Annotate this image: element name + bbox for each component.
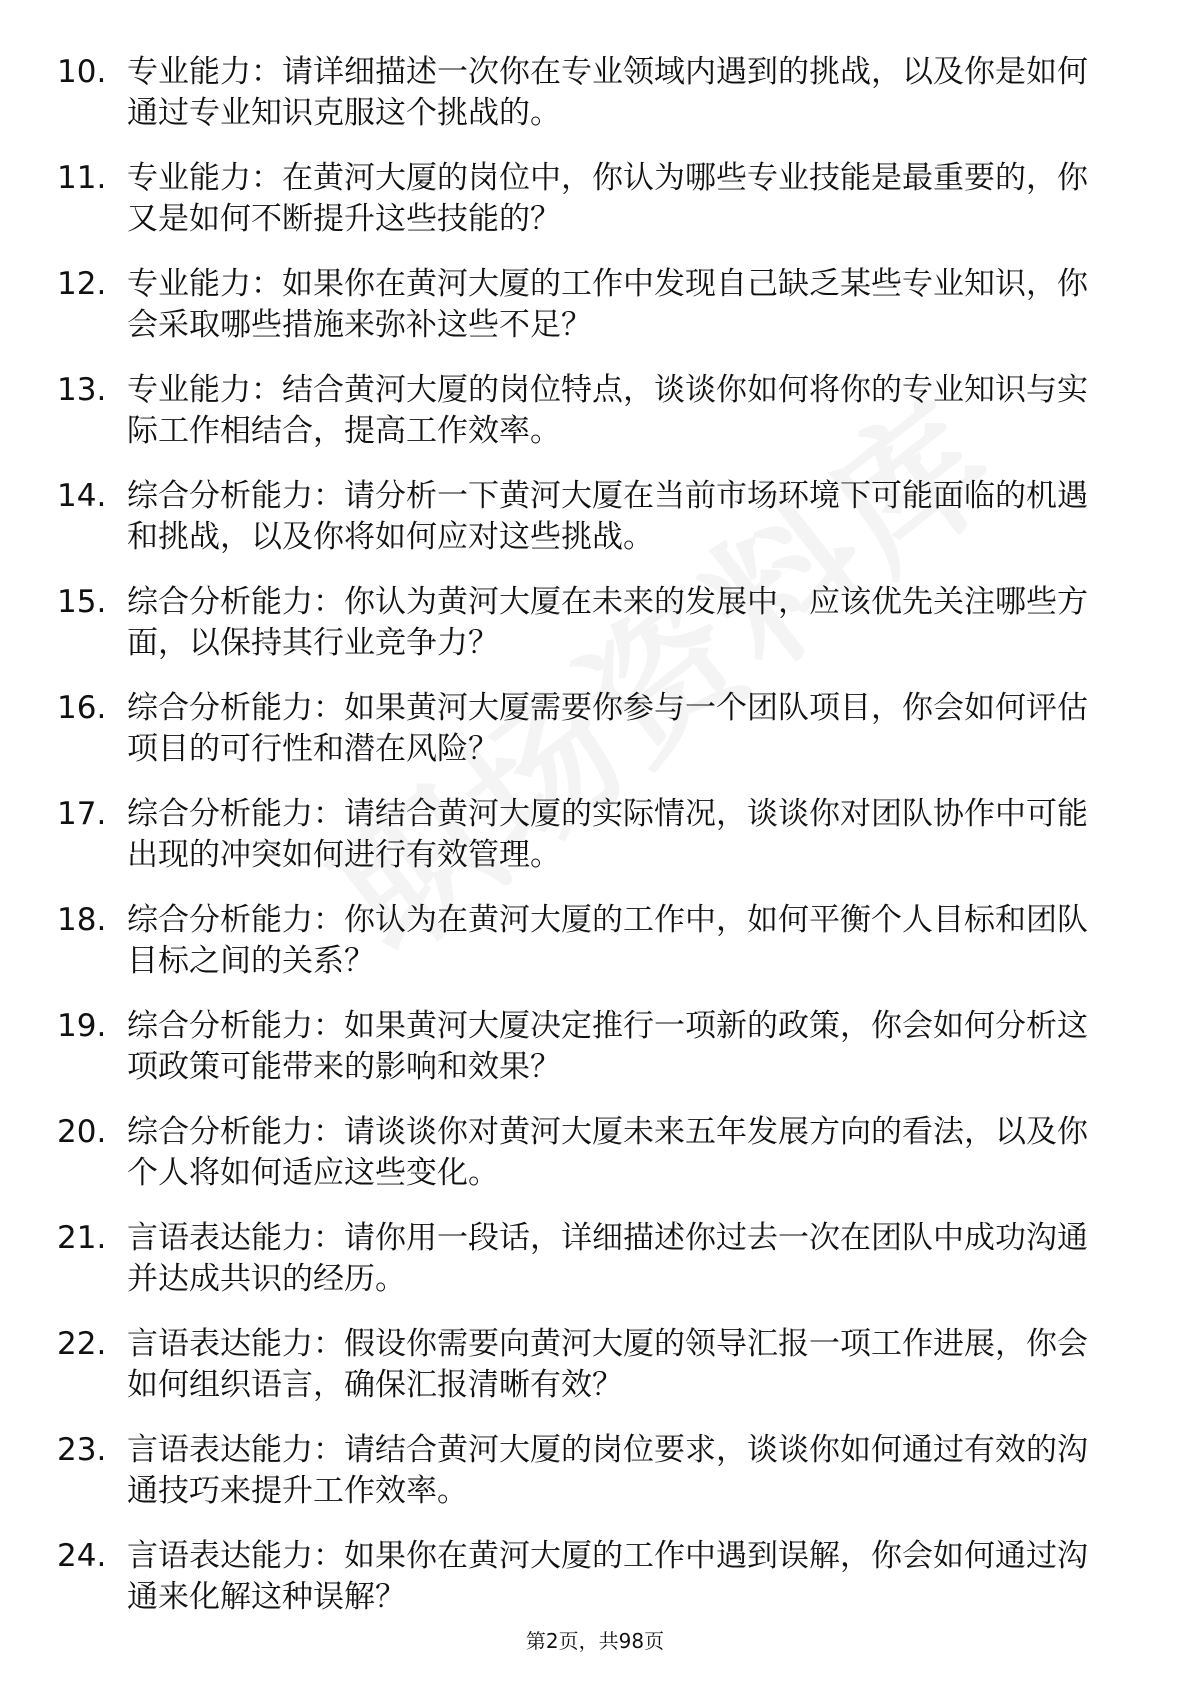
list-item [0,900,1190,1006]
list-item [0,688,1190,794]
question-text: 专业能力：请详细描述一次你在专业领域内遇到的挑战，以及你是如何通过专业知识克服这个挑战的。 [127,54,1088,131]
question-number: 11. [57,160,107,196]
list-item [0,264,1190,370]
list-item [0,1324,1190,1430]
question-text: 综合分析能力：如果黄河大厦决定推行一项新的政策，你会如何分析这项政策可能带来的影响和效果？ [127,1008,1088,1085]
question-text: 专业能力：结合黄河大厦的岗位特点，谈谈你如何将你的专业知识与实际工作相结合，提高工作效率。 [127,372,1088,449]
question-text: 综合分析能力：请分析一下黄河大厦在当前市场环境下可能面临的机遇和挑战，以及你将如何应对这些挑战。 [127,478,1088,555]
list-item [0,1006,1190,1112]
list-item [0,370,1190,476]
question-number: 22. [57,1326,107,1362]
list-item [0,582,1190,688]
question-text: 综合分析能力：你认为黄河大厦在未来的发展中，应该优先关注哪些方面，以保持其行业竞争力？ [127,584,1088,661]
question-number: 12. [57,266,107,302]
question-number: 23. [57,1432,107,1468]
question-number: 19. [57,1008,107,1044]
question-text: 言语表达能力：请结合黄河大厦的岗位要求，谈谈你如何通过有效的沟通技巧来提升工作效率。 [127,1432,1088,1509]
question-number: 17. [57,796,107,832]
question-number: 16. [57,690,107,726]
list-item [0,1112,1190,1218]
question-text: 综合分析能力：如果黄河大厦需要你参与一个团队项目，你会如何评估项目的可行性和潜在风险？ [127,690,1088,767]
question-number: 24. [57,1538,107,1574]
question-text: 综合分析能力：你认为在黄河大厦的工作中，如何平衡个人目标和团队目标之间的关系？ [127,902,1088,979]
question-number: 20. [57,1114,107,1150]
question-number: 18. [57,902,107,938]
question-text: 综合分析能力：请谈谈你对黄河大厦未来五年发展方向的看法，以及你个人将如何适应这些变化。 [127,1114,1088,1191]
question-number: 10. [57,54,107,90]
question-text: 言语表达能力：如果你在黄河大厦的工作中遇到误解，你会如何通过沟通来化解这种误解？ [127,1538,1088,1615]
question-list [0,52,1190,1642]
page-footer: 第2页，共98页 [525,1629,665,1653]
question-text: 综合分析能力：请结合黄河大厦的实际情况，谈谈你对团队协作中可能出现的冲突如何进行有效管理。 [127,796,1088,873]
list-item [0,1218,1190,1324]
list-item [0,1430,1190,1536]
question-number: 14. [57,478,107,514]
question-number: 13. [57,372,107,408]
question-text: 专业能力：在黄河大厦的岗位中，你认为哪些专业技能是最重要的，你又是如何不断提升这些技能的？ [127,160,1088,237]
question-text: 专业能力：如果你在黄河大厦的工作中发现自己缺乏某些专业知识，你会采取哪些措施来弥补这些不足？ [127,266,1088,343]
question-text: 言语表达能力：请你用一段话，详细描述你过去一次在团队中成功沟通并达成共识的经历。 [127,1220,1088,1297]
list-item [0,794,1190,900]
question-text: 言语表达能力：假设你需要向黄河大厦的领导汇报一项工作进展，你会如何组织语言，确保汇报清晰有效？ [127,1326,1088,1403]
question-number: 21. [57,1220,107,1256]
question-number: 15. [57,584,107,620]
list-item [0,52,1190,158]
list-item [0,476,1190,582]
list-item [0,158,1190,264]
